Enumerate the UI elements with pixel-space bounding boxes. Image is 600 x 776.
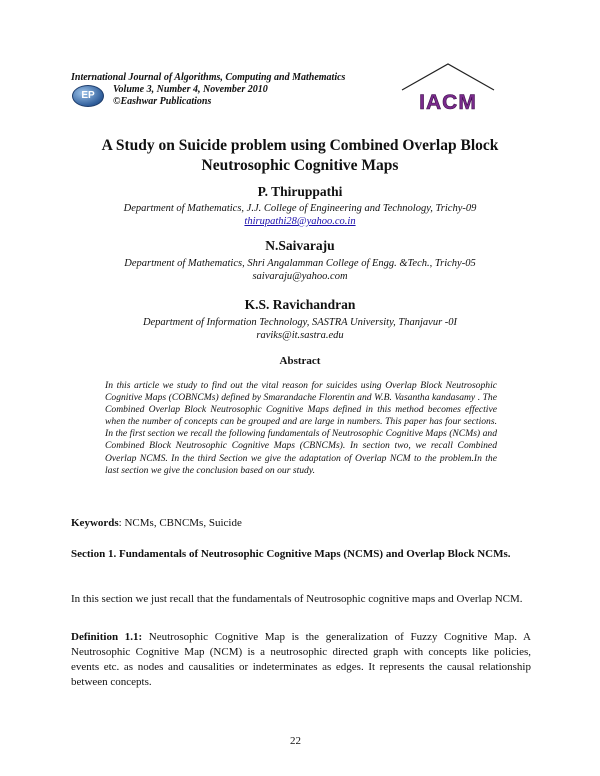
author-email: raviks@it.sastra.edu [256,330,344,341]
author-name: K.S. Ravichandran [244,297,356,312]
author-affiliation [40,257,560,283]
author-email: saivaraju@yahoo.com [252,271,348,282]
author-name: P. Thiruppathi [257,184,343,199]
page-number: 22 [290,735,301,747]
journal-header [71,72,345,108]
definition-text: Neutrosophic Cognitive Map is the generalization of Fuzzy Cognitive Map. A Neutrosophic Cognitive Map (NCM) is a neutrosophic directed graph with concepts like policies, events etc. as nodes and causalities or indeterminates as edges. It represents the causal relationship between concepts. [71,631,531,688]
author-name: N.Saivaraju [265,238,335,253]
keywords-text: : NCMs, CBNCMs, Suicide [118,517,242,529]
author-email-link[interactable]: thirupathi28@yahoo.co.in [244,216,356,227]
keywords [71,516,531,531]
affiliation-text: Department of Mathematics, Shri Angalamman College of Engg. &Tech., Trichy-05 [124,258,476,269]
definition-paragraph [71,630,531,690]
author-affiliation [40,316,560,342]
affiliation-text: Department of Mathematics, J.J. College of Engineering and Technology, Trichy-09 [123,203,477,214]
definition-label: Definition 1.1: [71,631,143,643]
author-affiliation [40,202,560,228]
journal-publisher: ©Eashwar Publications [113,96,212,107]
paper-title [60,136,540,176]
journal-volume: Volume 3, Number 4, November 2010 [113,84,268,95]
section-heading: Section 1. Fundamentals of Neutrosophic Cognitive Maps (NCMS) and Overlap Block NCMs. [71,548,511,560]
iacm-logo-text: IACM [419,91,477,114]
affiliation-text: Department of Information Technology, SASTRA University, Thanjavur -0I [142,317,458,328]
section-intro: In this section we just recall that the fundamentals of Neutrosophic cognitive maps and Overlap NCM. [71,593,523,605]
journal-name: International Journal of Algorithms, Computing and Mathematics [71,72,346,83]
abstract-text: In this article we study to find out the vital reason for suicides using Overlap Block Neutrosophic Cognitive Maps (COBNCMs) defined by Smarandache Florentin and W.B. Vasantha kandasamy . The Combined Overlap Block Neutrosophic Cognitive Maps defined in this method becomes effective when the number of concepts can be grouped and are large in numbers. This paper has four sections. In the first section we recall the following fundamentals of Neutrosophic Cognitive Maps (NCMs) and Combined Block Neutrosophic Cognitive Maps (CBNCMs). In section two, we recall Combined Overlap NCMS. In the third Section we give the adaptation of Overlap NCM to the problem.In the last section we give the conclusion based on our study. [105,380,497,476]
keywords-label: Keywords [71,517,119,529]
title-line-2: Neutrosophic Cognitive Maps [201,157,399,174]
ep-logo: EP [72,85,104,107]
title-line-1: A Study on Suicide problem using Combined Overlap Block [101,137,499,154]
abstract-heading: Abstract [279,355,321,367]
iacm-logo [396,62,500,114]
iacm-logo-roof [402,64,494,90]
